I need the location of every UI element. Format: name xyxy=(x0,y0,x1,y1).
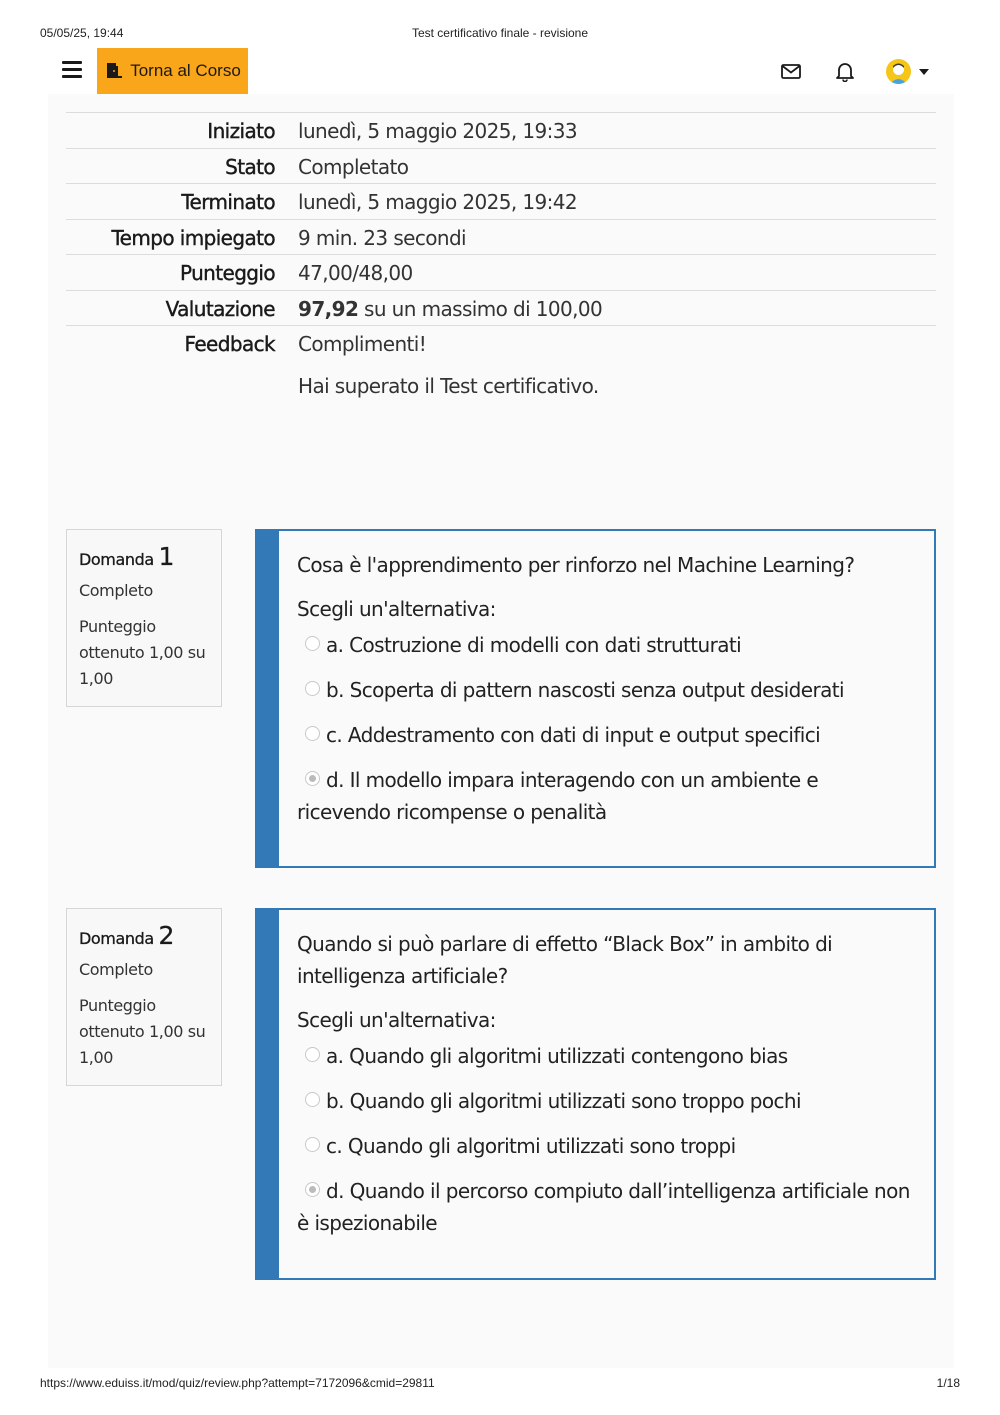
radio-button[interactable] xyxy=(305,636,320,651)
summary-label: Punteggio xyxy=(66,255,287,291)
summary-value: 47,00/48,00 xyxy=(287,255,936,291)
mail-icon[interactable] xyxy=(780,60,802,82)
print-datetime: 05/05/25, 19:44 xyxy=(40,26,124,40)
avatar[interactable] xyxy=(886,59,911,84)
question-text: Cosa è l'apprendimento per rinforzo nel Machine Learning? xyxy=(297,553,855,577)
summary-label: Tempo impiegato xyxy=(66,219,287,255)
answer-text: c. Addestramento con dati di input e output specifici xyxy=(326,723,821,747)
answer-text: b. Scoperta di pattern nascosti senza output desiderati xyxy=(326,678,844,702)
radio-button-checked[interactable] xyxy=(305,1182,320,1197)
radio-button-checked[interactable] xyxy=(305,771,320,786)
summary-value: Completato xyxy=(287,148,936,184)
print-header xyxy=(40,26,960,42)
summary-row-grade xyxy=(66,290,936,326)
summary-label: Iniziato xyxy=(66,113,287,149)
feedback-line: Hai superato il Test certificativo. xyxy=(298,374,599,398)
answer-option[interactable] xyxy=(297,1040,916,1072)
answer-option[interactable] xyxy=(297,1085,916,1117)
summary-row-feedback xyxy=(66,326,936,417)
answer-option[interactable] xyxy=(297,1130,916,1162)
grade-max: su un massimo di 100,00 xyxy=(358,296,603,321)
question-label: Domanda xyxy=(79,550,154,569)
answer-prompt: Scegli un'alternativa: xyxy=(297,1008,496,1032)
question-content xyxy=(255,529,936,868)
question-grade: Punteggio ottenuto 1,00 su 1,00 xyxy=(79,996,206,1067)
answer-option-selected[interactable] xyxy=(297,764,916,828)
feedback-line: Complimenti! xyxy=(298,332,427,356)
radio-button[interactable] xyxy=(305,1047,320,1062)
answer-text: d. Il modello impara interagendo con un ambiente e ricevendo ricompense o penalità xyxy=(297,768,819,824)
question-text: Quando si può parlare di effetto “Black Box” in ambito di intelligenza artificiale? xyxy=(297,932,833,988)
answer-text: a. Quando gli algoritmi utilizzati contengono bias xyxy=(326,1044,788,1068)
question-grade: Punteggio ottenuto 1,00 su 1,00 xyxy=(79,617,206,688)
radio-button[interactable] xyxy=(305,1137,320,1152)
answer-option[interactable] xyxy=(297,674,916,706)
back-to-course-button[interactable] xyxy=(97,48,248,94)
answer-text: b. Quando gli algoritmi utilizzati sono troppo pochi xyxy=(326,1089,801,1113)
door-icon xyxy=(104,61,124,81)
question-number-value: 2 xyxy=(158,921,175,950)
summary-row xyxy=(66,113,936,149)
question-info xyxy=(66,908,222,1086)
radio-button[interactable] xyxy=(305,681,320,696)
question-content xyxy=(255,908,936,1280)
question-state: Completo xyxy=(79,581,153,600)
bell-icon[interactable] xyxy=(834,60,856,82)
summary-row xyxy=(66,255,936,291)
answer-option-selected[interactable] xyxy=(297,1175,916,1239)
summary-row xyxy=(66,219,936,255)
answer-option[interactable] xyxy=(297,629,916,661)
attempt-summary-table xyxy=(66,112,936,416)
summary-label: Terminato xyxy=(66,184,287,220)
answer-text: a. Costruzione di modelli con dati strutturati xyxy=(326,633,742,657)
summary-row xyxy=(66,184,936,220)
question-state: Completo xyxy=(79,960,153,979)
grade-score: 97,92 xyxy=(298,296,359,321)
answer-text: c. Quando gli algoritmi utilizzati sono troppi xyxy=(326,1134,736,1158)
question-info xyxy=(66,529,222,707)
summary-value: lunedì, 5 maggio 2025, 19:33 xyxy=(287,113,936,149)
question-number xyxy=(79,921,209,950)
answer-option[interactable] xyxy=(297,719,916,751)
answer-prompt: Scegli un'alternativa: xyxy=(297,597,496,621)
radio-button[interactable] xyxy=(305,1092,320,1107)
feedback-label: Feedback xyxy=(66,326,287,417)
feedback-value xyxy=(287,326,936,417)
grade-label: Valutazione xyxy=(66,290,287,326)
chevron-down-icon[interactable] xyxy=(919,69,929,75)
print-footer xyxy=(40,1376,960,1392)
question-label: Domanda xyxy=(79,929,154,948)
summary-value: 9 min. 23 secondi xyxy=(287,219,936,255)
print-url: https://www.eduiss.it/mod/quiz/review.php?attempt=7172096&cmid=29811 xyxy=(40,1376,435,1390)
summary-value: lunedì, 5 maggio 2025, 19:42 xyxy=(287,184,936,220)
menu-icon[interactable] xyxy=(62,61,82,79)
navbar xyxy=(48,48,954,94)
question-number xyxy=(79,542,209,571)
print-title: Test certificativo finale - revisione xyxy=(411,26,589,40)
back-to-course-label: Torna al Corso xyxy=(130,61,241,80)
summary-row xyxy=(66,148,936,184)
print-page-number: 1/18 xyxy=(936,1376,960,1390)
radio-button[interactable] xyxy=(305,726,320,741)
question-number-value: 1 xyxy=(158,542,175,571)
review-page xyxy=(48,94,954,1368)
grade-value xyxy=(287,290,936,326)
answer-text: d. Quando il percorso compiuto dall’intelligenza artificiale non è ispezionabile xyxy=(297,1179,910,1235)
summary-label: Stato xyxy=(66,148,287,184)
